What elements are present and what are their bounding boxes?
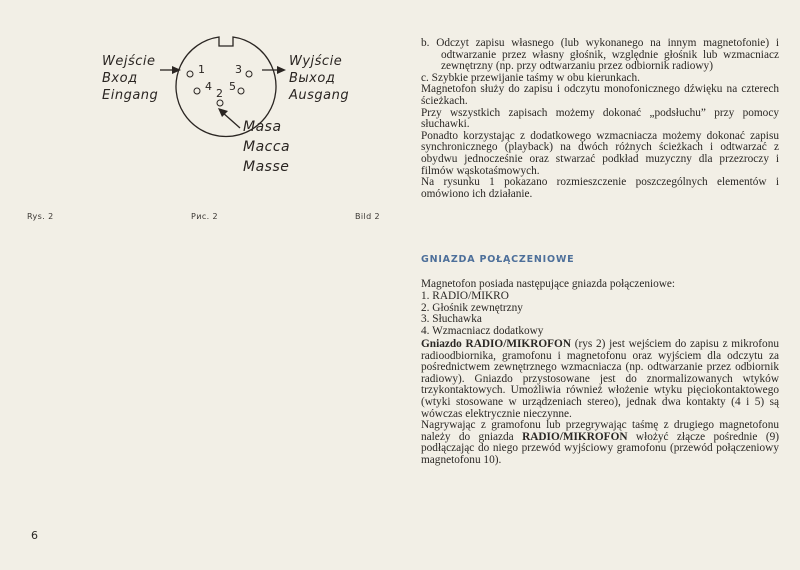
ground-arrow-line: [222, 112, 240, 128]
paragraph-gniazdo: [421, 339, 779, 420]
ground-label-ru: Масса: [243, 139, 291, 155]
input-label-de: Eingang: [102, 88, 159, 103]
output-arrow-head: [277, 66, 286, 74]
list-item: 3. Słuchawka: [421, 313, 482, 326]
list-item: 1. RADIO/MIKRO: [421, 289, 509, 302]
paragraph-c: c. Szybkie przewijanie taśmy w obu kierunkach.: [421, 71, 640, 84]
gniazdo-text: (rys 2) jest wejściem do zapisu z mikrofonu radioodbiornika, gramofonu i magnetofonu oraz wyjściem dla odczytu za pośrednictwem zewnętrznego wzmacniacza (np. odtwarzanie przez odbiornik radiowy). Gniazdo przystosowane jest do znormalizowanych wtyków trzykontaktowych. Umożliwia również włożenie wtyku pięciokontaktowego (wtyki stosowane w urządzeniach stereo), jednak dwa kontakty (4 i 5) są wówczas elektrycznie nieczynne.: [421, 338, 779, 420]
figure-caption-de: Bild 2: [355, 212, 381, 221]
nagrywajac-text-2: włożyć złącze pośrednie (9) podłączając do niego przewód wyjściowy gramofonu (przewód połączeniowy magnetofonu 10).: [421, 430, 779, 466]
gniazdo-bold-word: Gniazdo: [421, 338, 462, 350]
paragraph-b: b. Odczyt zapisu własnego (lub wykonanego na innym magnetofonie) i odtwarzanie przez własny głośnik, względnie głośnik lub wzmacniacz zewnętrzny (np. przy odtwarzaniu przez odbiornik radiowy): [421, 37, 779, 73]
ground-label-pl: Masa: [243, 119, 282, 135]
pin-hole-4: [194, 88, 200, 94]
output-label-pl: Wyjście: [289, 54, 343, 69]
output-label-de: Ausgang: [289, 88, 350, 103]
socket-diagram: [0, 0, 400, 230]
list-intro: Magnetofon posiada następujące gniazda połączeniowe:: [421, 278, 676, 290]
list-item: 4. Wzmacniacz dodatkowy: [421, 325, 544, 338]
sockets-list: [421, 279, 675, 338]
figure-caption-ru: Рис. 2: [191, 212, 218, 221]
paragraph-rys1: Na rysunku 1 pokazano rozmieszczenie poszczególnych elementów i omówiono ich działanie.: [421, 176, 779, 200]
page-number: 6: [31, 529, 38, 542]
pin-label-4: 4: [205, 80, 212, 93]
paragraph-nagrywajac: [421, 420, 779, 466]
gniazdo-bold-name: RADIO/MIKROFON: [465, 338, 571, 350]
ground-label-de: Masse: [243, 159, 290, 175]
ground-label: [243, 117, 290, 177]
pin-hole-2: [217, 100, 223, 106]
nagrywajac-bold: RADIO/MIKROFON: [522, 430, 628, 443]
paragraph-podsluch: Przy wszystkich zapisach możemy dokonać „podsłuchu” przy pomocy słuchawki.: [421, 106, 779, 131]
output-label-ru: Выход: [289, 71, 336, 86]
figure-caption-pl: Rys. 2: [27, 212, 54, 221]
paragraph-mono: Magnetofon służy do zapisu i odczytu monofonicznego dźwięku na czterech ścieżkach.: [421, 83, 779, 107]
top-text-block: [421, 38, 779, 200]
din-socket-drawing: [0, 0, 400, 230]
input-label-pl: Wejście: [102, 54, 156, 69]
paragraph-playback: Ponadto korzystając z dodatkowego wzmacniacza możemy dokonać zapisu synchronicznego (playback) na dwóch różnych ścieżkach i odtwarzać z obydwu jednocześnie oraz stwarzać podkład muzyczny dla przezroczy i filmów wąskotaśmowych.: [421, 129, 779, 177]
input-label: [102, 53, 158, 104]
nagrywajac-text-1: Nagrywając z gramofonu lub przegrywając taśmę z drugiego magnetofonu należy do gniazda: [421, 419, 779, 443]
pin-label-3: 3: [235, 63, 242, 76]
output-label: [289, 53, 349, 104]
pin-label-1: 1: [198, 63, 205, 76]
input-label-ru: Вход: [102, 71, 138, 86]
pin-label-2: 2: [216, 87, 223, 100]
pin-hole-3: [246, 71, 252, 77]
section-heading: GNIAZDA POŁĄCZENIOWE: [421, 254, 575, 265]
bottom-text-block: [421, 339, 779, 467]
list-item: 2. Głośnik zewnętrzny: [421, 301, 523, 314]
pin-hole-1: [187, 71, 193, 77]
pin-label-5: 5: [229, 80, 236, 93]
pin-hole-5: [238, 88, 244, 94]
